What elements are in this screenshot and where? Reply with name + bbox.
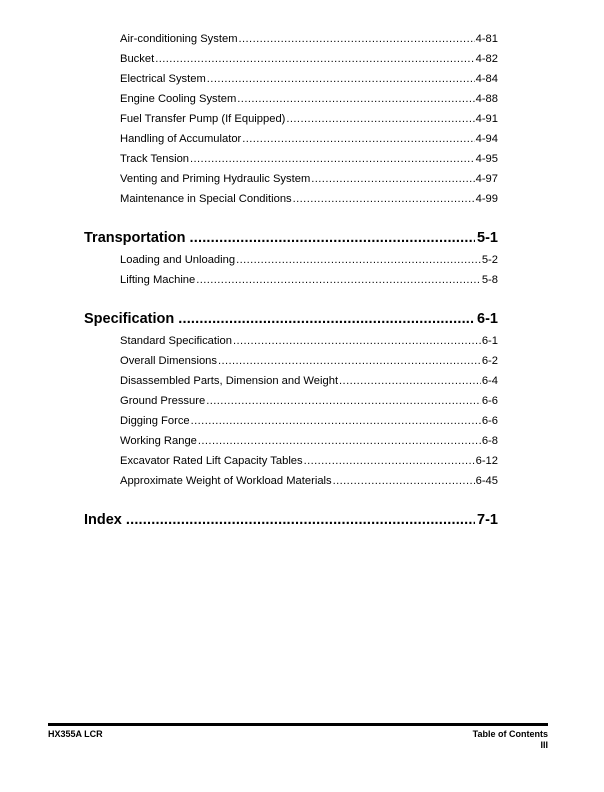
- leader-dots: [239, 32, 475, 46]
- toc-entry-label: Engine Cooling System: [120, 93, 237, 105]
- leader-dots: [206, 394, 481, 408]
- leader-dots: [286, 112, 474, 126]
- leader-dots: [198, 434, 481, 448]
- toc-entry-disassembled-parts[interactable]: [120, 374, 498, 388]
- toc-section-page: 6-1: [477, 311, 498, 327]
- toc-entry-loading-and-unloading[interactable]: [120, 253, 498, 267]
- toc-section-specification[interactable]: [84, 310, 498, 328]
- toc-entry-air-conditioning-system[interactable]: [120, 32, 498, 46]
- toc-entry-electrical-system[interactable]: [120, 72, 498, 86]
- leader-dots: [196, 273, 481, 287]
- toc-entry-lifting-machine[interactable]: [120, 273, 498, 287]
- toc-entry-label: Air-conditioning System: [120, 33, 238, 45]
- toc-entry-working-range[interactable]: [120, 434, 498, 448]
- toc-entry-label: Working Range: [120, 435, 197, 447]
- toc-entry-label: Disassembled Parts, Dimension and Weight: [120, 375, 339, 387]
- leader-dots: [126, 511, 475, 529]
- toc-entry-maintenance-special-conditions[interactable]: [120, 192, 498, 206]
- toc-entry-page: 5-8: [481, 274, 498, 286]
- toc-entry-label: Approximate Weight of Workload Materials: [120, 475, 332, 487]
- leader-dots: [236, 253, 481, 267]
- toc-entry-label: Digging Force: [120, 415, 190, 427]
- leader-dots: [293, 192, 475, 206]
- leader-dots: [242, 132, 474, 146]
- toc-entry-page: 6-4: [481, 375, 498, 387]
- toc-entry-page: 6-12: [475, 455, 498, 467]
- toc-entry-engine-cooling-system[interactable]: [120, 92, 498, 106]
- leader-dots: [207, 72, 475, 86]
- toc-section-page: 7-1: [477, 512, 498, 528]
- toc-entry-page: 4-94: [475, 133, 498, 145]
- leader-dots: [311, 172, 474, 186]
- toc-entry-workload-materials[interactable]: [120, 474, 498, 488]
- toc-entry-label: Venting and Priming Hydraulic System: [120, 173, 311, 185]
- toc-entry-lift-capacity-tables[interactable]: [120, 454, 498, 468]
- toc-entry-label: Handling of Accumulator: [120, 133, 242, 145]
- toc-entry-ground-pressure[interactable]: [120, 394, 498, 408]
- leader-dots: [339, 374, 481, 388]
- leader-dots: [155, 52, 474, 66]
- leader-dots: [178, 310, 475, 328]
- toc-section-index[interactable]: [84, 511, 498, 529]
- toc-entry-label: Overall Dimensions: [120, 355, 217, 367]
- toc-section-title: Transportation: [84, 230, 186, 246]
- toc-entry-overall-dimensions[interactable]: [120, 354, 498, 368]
- toc-entry-handling-of-accumulator[interactable]: [120, 132, 498, 146]
- leader-dots: [190, 152, 475, 166]
- toc-entry-page: 5-2: [481, 254, 498, 266]
- toc-entry-fuel-transfer-pump[interactable]: [120, 112, 498, 126]
- footer-right: [473, 729, 548, 751]
- toc-entry-bucket[interactable]: [120, 52, 498, 66]
- leader-dots: [333, 474, 475, 488]
- toc-entry-label: Excavator Rated Lift Capacity Tables: [120, 455, 303, 467]
- toc-entry-label: Maintenance in Special Conditions: [120, 193, 292, 205]
- footer-model: HX355A LCR: [48, 729, 103, 739]
- toc-entry-page: 6-2: [481, 355, 498, 367]
- toc-section-title: Specification: [84, 311, 175, 327]
- toc-entry-page: 6-1: [481, 335, 498, 347]
- leader-dots: [218, 354, 481, 368]
- leader-dots: [233, 334, 481, 348]
- toc-entry-page: 4-95: [475, 153, 498, 165]
- toc-entry-label: Track Tension: [120, 153, 190, 165]
- toc-entry-page: 4-81: [475, 33, 498, 45]
- footer-rule: [48, 723, 548, 726]
- toc-entry-label: Ground Pressure: [120, 395, 206, 407]
- toc-section-page: 5-1: [477, 230, 498, 246]
- toc-entry-page: 4-99: [475, 193, 498, 205]
- toc-entry-label: Bucket: [120, 53, 155, 65]
- toc-entry-page: 4-88: [475, 93, 498, 105]
- toc-entry-page: 4-82: [475, 53, 498, 65]
- toc-entry-page: 6-6: [481, 395, 498, 407]
- toc-entry-label: Lifting Machine: [120, 274, 196, 286]
- toc-section-transportation[interactable]: [84, 229, 498, 247]
- leader-dots: [190, 229, 476, 247]
- toc-section-title: Index: [84, 512, 122, 528]
- toc-entry-label: Fuel Transfer Pump (If Equipped): [120, 113, 286, 125]
- toc-entry-page: 6-8: [481, 435, 498, 447]
- toc-entry-label: Electrical System: [120, 73, 206, 85]
- leader-dots: [304, 454, 475, 468]
- footer-section-title: Table of Contents: [472, 729, 548, 739]
- toc-entry-page: 6-45: [475, 475, 498, 487]
- leader-dots: [237, 92, 474, 106]
- toc-entry-standard-specification[interactable]: [120, 334, 498, 348]
- toc-entry-label: Loading and Unloading: [120, 254, 236, 266]
- toc-entry-page: 4-97: [475, 173, 498, 185]
- toc-entry-page: 4-84: [475, 73, 498, 85]
- leader-dots: [191, 414, 481, 428]
- toc-entry-label: Standard Specification: [120, 335, 232, 347]
- toc-entry-venting-and-priming[interactable]: [120, 172, 498, 186]
- toc-entry-track-tension[interactable]: [120, 152, 498, 166]
- footer-page-number: III: [540, 740, 548, 750]
- toc-entry-page: 4-91: [475, 113, 498, 125]
- toc-entry-digging-force[interactable]: [120, 414, 498, 428]
- toc-entry-page: 6-6: [481, 415, 498, 427]
